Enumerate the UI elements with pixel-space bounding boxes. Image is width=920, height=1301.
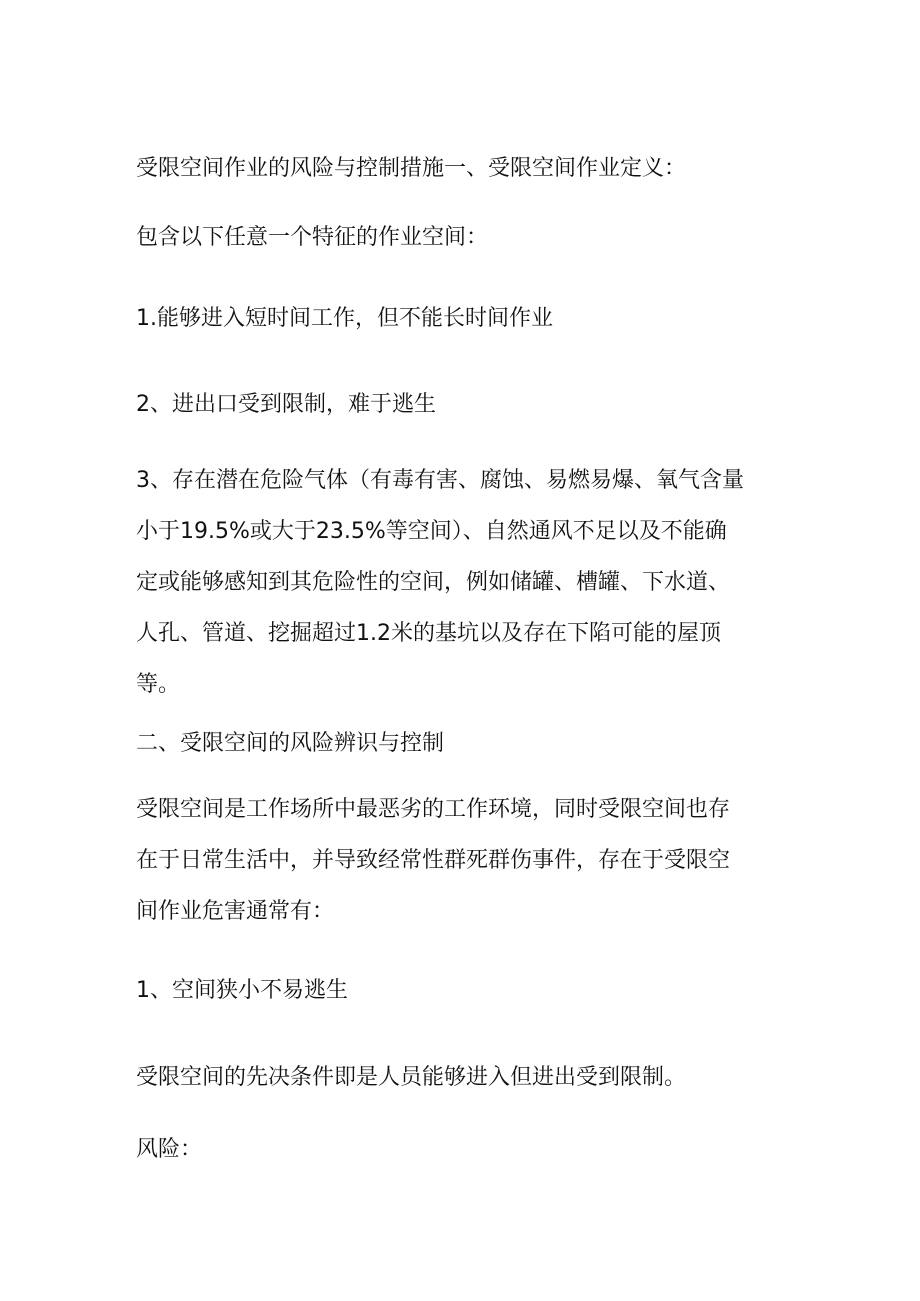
text-line: 受限空间作业的风险与控制措施一、受限空间作业定义： (136, 156, 687, 181)
text-line: 小于19.5%或大于23.5%等空间）、自然通风不足以及不能确 (136, 519, 727, 544)
text-line: 1.能够进入短时间工作，但不能长时间作业 (136, 306, 553, 331)
text-line: 受限空间的先决条件即是人员能够进入但进出受到限制。 (136, 1065, 687, 1090)
text-line: 定或能够感知到其危险性的空间，例如储罐、槽罐、下水道、 (136, 570, 731, 595)
paragraph-precondition (136, 1052, 786, 1103)
paragraph-item-1 (136, 293, 786, 344)
text-line: 受限空间是工作场所中最恶劣的工作环境，同时受限空间也存 (136, 797, 731, 822)
text-line: 二、受限空间的风险辨识与控制 (136, 731, 445, 756)
text-line: 在于日常生活中，并导致经常性群死群伤事件，存在于受限空 (136, 848, 731, 873)
text-line: 人孔、管道、挖掘超过1.2米的基坑以及存在下陷可能的屋顶 (136, 621, 721, 646)
paragraph-item-2 (136, 379, 786, 430)
paragraph-definition-intro (136, 212, 786, 263)
text-line: 1、空间狭小不易逃生 (136, 978, 348, 1003)
text-line: 包含以下任意一个特征的作业空间： (136, 225, 489, 250)
section-heading-2 (136, 718, 786, 769)
paragraph-item-3 (136, 455, 786, 710)
paragraph-hazard-1 (136, 965, 786, 1016)
text-line: 等。 (136, 672, 181, 697)
paragraph-risk-intro (136, 784, 786, 937)
paragraph-risk-label (136, 1124, 786, 1175)
text-line: 2、进出口受到限制，难于逃生 (136, 392, 436, 417)
paragraph-title (136, 143, 786, 194)
text-line: 风险： (136, 1137, 203, 1162)
text-line: 间作业危害通常有： (136, 899, 335, 924)
text-line: 3、存在潜在危险气体（有毒有害、腐蚀、易燃易爆、氧气含量 (136, 468, 744, 493)
